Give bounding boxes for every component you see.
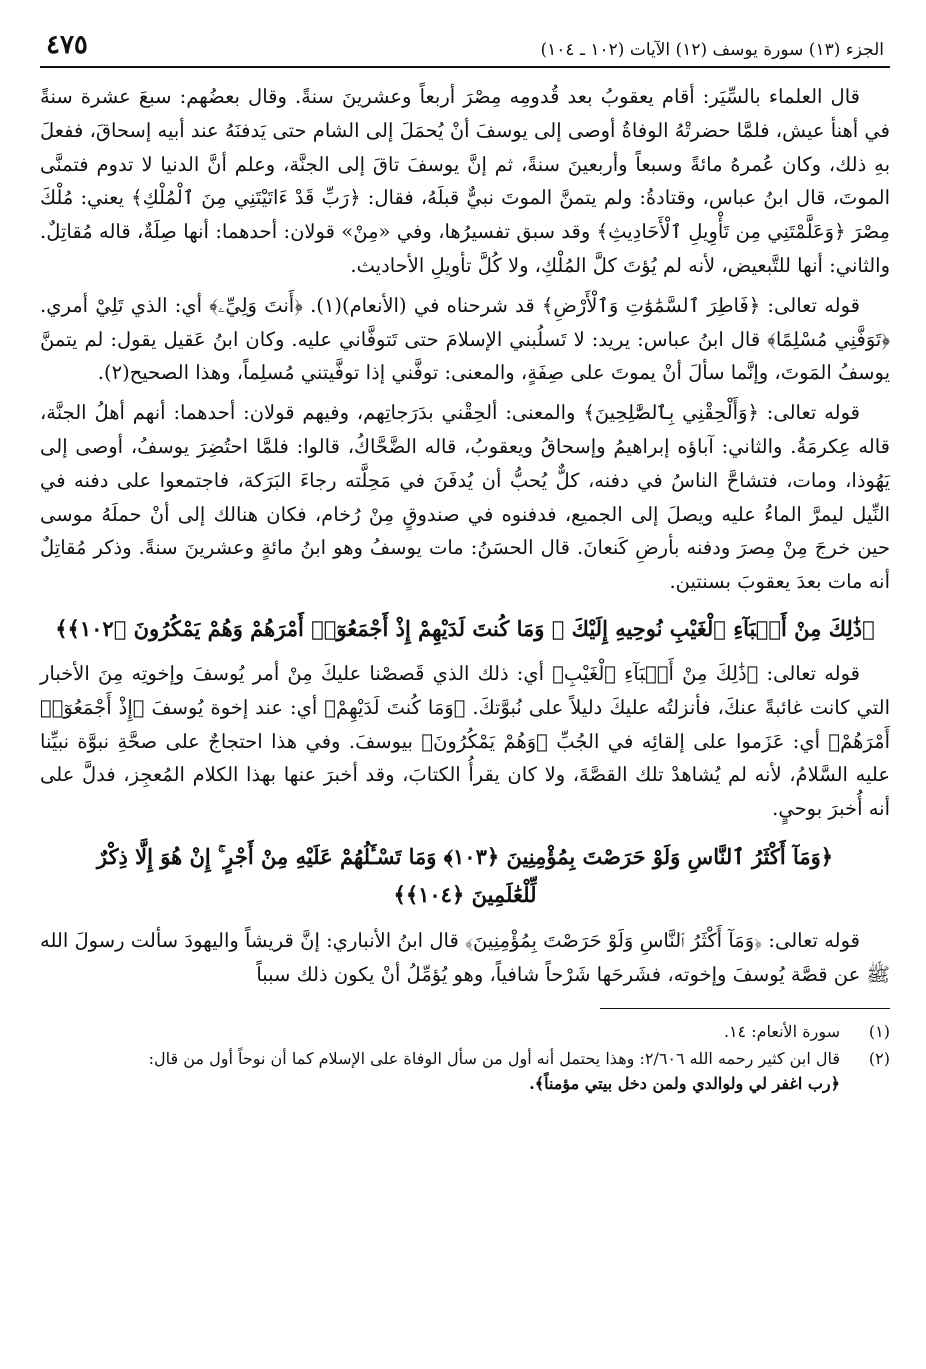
paragraph: قوله تعالى: ﴿وَمَآ أَكْثَرُ ٱلنَّاسِ وَلَوْ حَرَصْتَ بِمُؤْمِنِينَ﴾ قال ابنُ الأنباري: إنَّ قريشاً واليهودَ سألت رسولَ الله ﷺ عن قصَّة يُوسفَ وإخوته، فشَرحَها شَرْحاً شافياً، وهو يُؤمِّلُ أنْ يكون ذلك سبباً <box>40 928 890 986</box>
footnote-divider <box>600 1008 890 1009</box>
page-number: ٤٧٥ <box>46 30 88 60</box>
footnote-number: (١) <box>868 1021 890 1041</box>
footnotes <box>40 1019 890 1096</box>
main-text <box>40 80 890 992</box>
footnote-text: سورة الأنعام: ١٤. <box>723 1021 840 1041</box>
footnote-text-line: قال ابن كثير رحمه الله ٢/٦٠٦: وهذا يحتمل أنه أول من سأل الوفاة على الإسلام كما أن نوحاً أول من قال: <box>148 1048 840 1068</box>
running-header <box>40 30 890 68</box>
footnote-number: (٢) <box>868 1048 890 1068</box>
paragraph: قوله تعالى: ﴿وَأَلْحِقْنِي بِٱلصَّٰلِحِينَ﴾ والمعنى: ألحِقْني بدَرَجاتِهم، وفيهم قولان: أحدهما: أنهم أهلُ الجنَّة، قاله عِكرمَةُ. والثاني: آباؤه إبراهيمُ وإسحاقُ ويعقوبُ، قاله الضَّحَّاكُ، قالوا: فلمَّا احتُضِرَ يوسفُ، أوصى إلى يَهُوذا، ومات، فتشاحَّ الناسُ في دفنه، كلٌّ يُحبُّ أن يُدفَنَ في مَحِلَّته رجاءَ البَرَكة، فاجتمعوا على دفنه في النِّيل ليمرَّ الماءُ عليه ويصلَ إلى الجميع، فدفنوه في صندوقٍ مِنْ رُخام، فكان هنالك إلى أنْ حملَهُ موسى حين خرجَ مِنْ مِصرَ ودفنه بأرضِ كَنعانَ. قال الحسَنُ: مات يوسفُ وهو ابنُ مائةٍ وعشرينَ سنةً. وذكر مُقاتِلٌ أنه مات بعدَ يعقوبَ بسنتين. <box>40 401 890 594</box>
verse-block-103-104 <box>40 838 890 914</box>
paragraph: قال العلماء بالسِّيَر: أقام يعقوبُ بعد قُدومِه مِصْرَ أربعاً وعشرينَ سنةً. وقال بعضُهم: سبعَ عشرة سنةً في أهنأ عيش، فلمَّا حضرتْهُ الوفاةُ أوصى إلى يوسفَ أنْ يُحمَلَ إلى الشام حتى يَدفنَهُ عند أبيه إسحاقَ، ففعلَ بهِ ذلك، وكان عُمرهُ مائةً وسبعاً وأربعينَ سنةً، ثم إنَّ يوسفَ تاقَ إلى الجنَّة، وعلم أنَّ الدنيا لا تدوم فتمنَّى الموتَ، قال ابنُ عباس، وقتادةُ: ولم يتمنَّ الموتَ نبيٌّ قبلَهُ، فقال: ﴿رَبِّ قَدْ ءَاتَيْتَنِي مِنَ ٱلْمُلْكِ﴾ يعني: مُلْكَ مِصْرَ ﴿وَعَلَّمْتَنِي مِن تَأْوِيلِ ٱلْأَحَادِيثِ﴾ وقد سبق تفسيرُها، وفي «مِنْ» قولان: أحدهما: أنها صِلَةٌ، قاله مُقاتِلٌ. والثاني: أنها للتَّبعيض، لأنه لم يُؤتَ كلَّ المُلْكِ، ولا كُلَّ تأويلِ الأحاديث. <box>40 85 890 277</box>
paragraph: قوله تعالى: ﴿ذَٰلِكَ مِنْ أَنۢبَآءِ ٱلْغَيْبِ﴾ أي: ذلك الذي قَصصْنا عليكَ مِنْ أمر يُوسفَ وإخوتِه مِنَ الأخبار التي كانت غائبةً عنكَ، فأنزلتُه عليكَ دليلاً على نُبوَّتكَ. ﴿وَمَا كُنتَ لَدَيْهِمْ﴾ أي: عند إخوة يُوسفَ ﴿إِذْ أَجْمَعُوٓا۟ أَمْرَهُمْ﴾ أي: عَزَموا على إلقائِه في الجُبِّ ﴿وَهُمْ يَمْكُرُونَ﴾ بيوسفَ. وفي هذا احتجاجٌ على صحَّةِ نبوَّة نبيِّنا عليه السَّلامُ، لأنه لم يُشاهدْ تلك القصَّةَ، ولا كان يقرأُ الكتابَ، وقد أخبرَ عنها بهذا الكلام المُعجِز، فدلَّ على أنه أُخبرَ بوحيٍ. <box>40 661 890 821</box>
footnote-text <box>40 1046 840 1096</box>
verse-line: لِّلْعَٰلَمِينَ ﴿١٠٤﴾﴾ <box>393 881 537 907</box>
verse-line: ﴿وَمَآ أَكْثَرُ ٱلنَّاسِ وَلَوْ حَرَصْتَ بِمُؤْمِنِينَ ﴿١٠٣﴾ وَمَا تَسْـَٔلُهُمْ عَلَيْهِ مِنْ أَجْرٍ ۚ إِنْ هُوَ إِلَّا ذِكْرٌ <box>96 843 834 869</box>
running-title: الجزء (١٣) سورة يوسف (١٢) الآيات (١٠٢ ـ ١٠٤) <box>540 40 884 60</box>
footnote-quote: ﴿رب اغفر لي ولوالدي ولمن دخل بيتي مؤمناً﴾. <box>529 1073 840 1093</box>
verse-block-102: ﴿ذَٰلِكَ مِنْ أَنۢبَآءِ ٱلْغَيْبِ نُوحِيهِ إِلَيْكَ ۖ وَمَا كُنتَ لَدَيْهِمْ إِذْ أَجْمَعُوٓا۟ أَمْرَهُمْ وَهُمْ يَمْكُرُونَ ﴿١٠٢﴾﴾ <box>55 615 875 641</box>
footnote <box>40 1019 890 1044</box>
page <box>40 30 890 1350</box>
paragraph: قوله تعالى: ﴿فَاطِرَ ٱلسَّمَٰوَٰتِ وَٱلْأَرْضِ﴾ قد شرحناه في (الأنعام)(١). ﴿أَنتَ وَلِيِّۦ﴾ أي: الذي تَلِيْ أمري. ﴿تَوَفَّنِي مُسْلِمًا﴾ قال ابنُ عباس: يريد: لا تَسلُبني الإسلامَ حتى تَتوفَّاني عليه. وكان ابنُ عَقيل يقول: لم يتمنَّ يوسفُ المَوتَ، وإنَّما سألَ أنْ يموتَ على صِفَةٍ، والمعنى: توفَّني إذا توفَّيتني مُسلِماً، وهذا الصحيح(٢). <box>40 293 890 385</box>
footnote <box>40 1046 890 1096</box>
